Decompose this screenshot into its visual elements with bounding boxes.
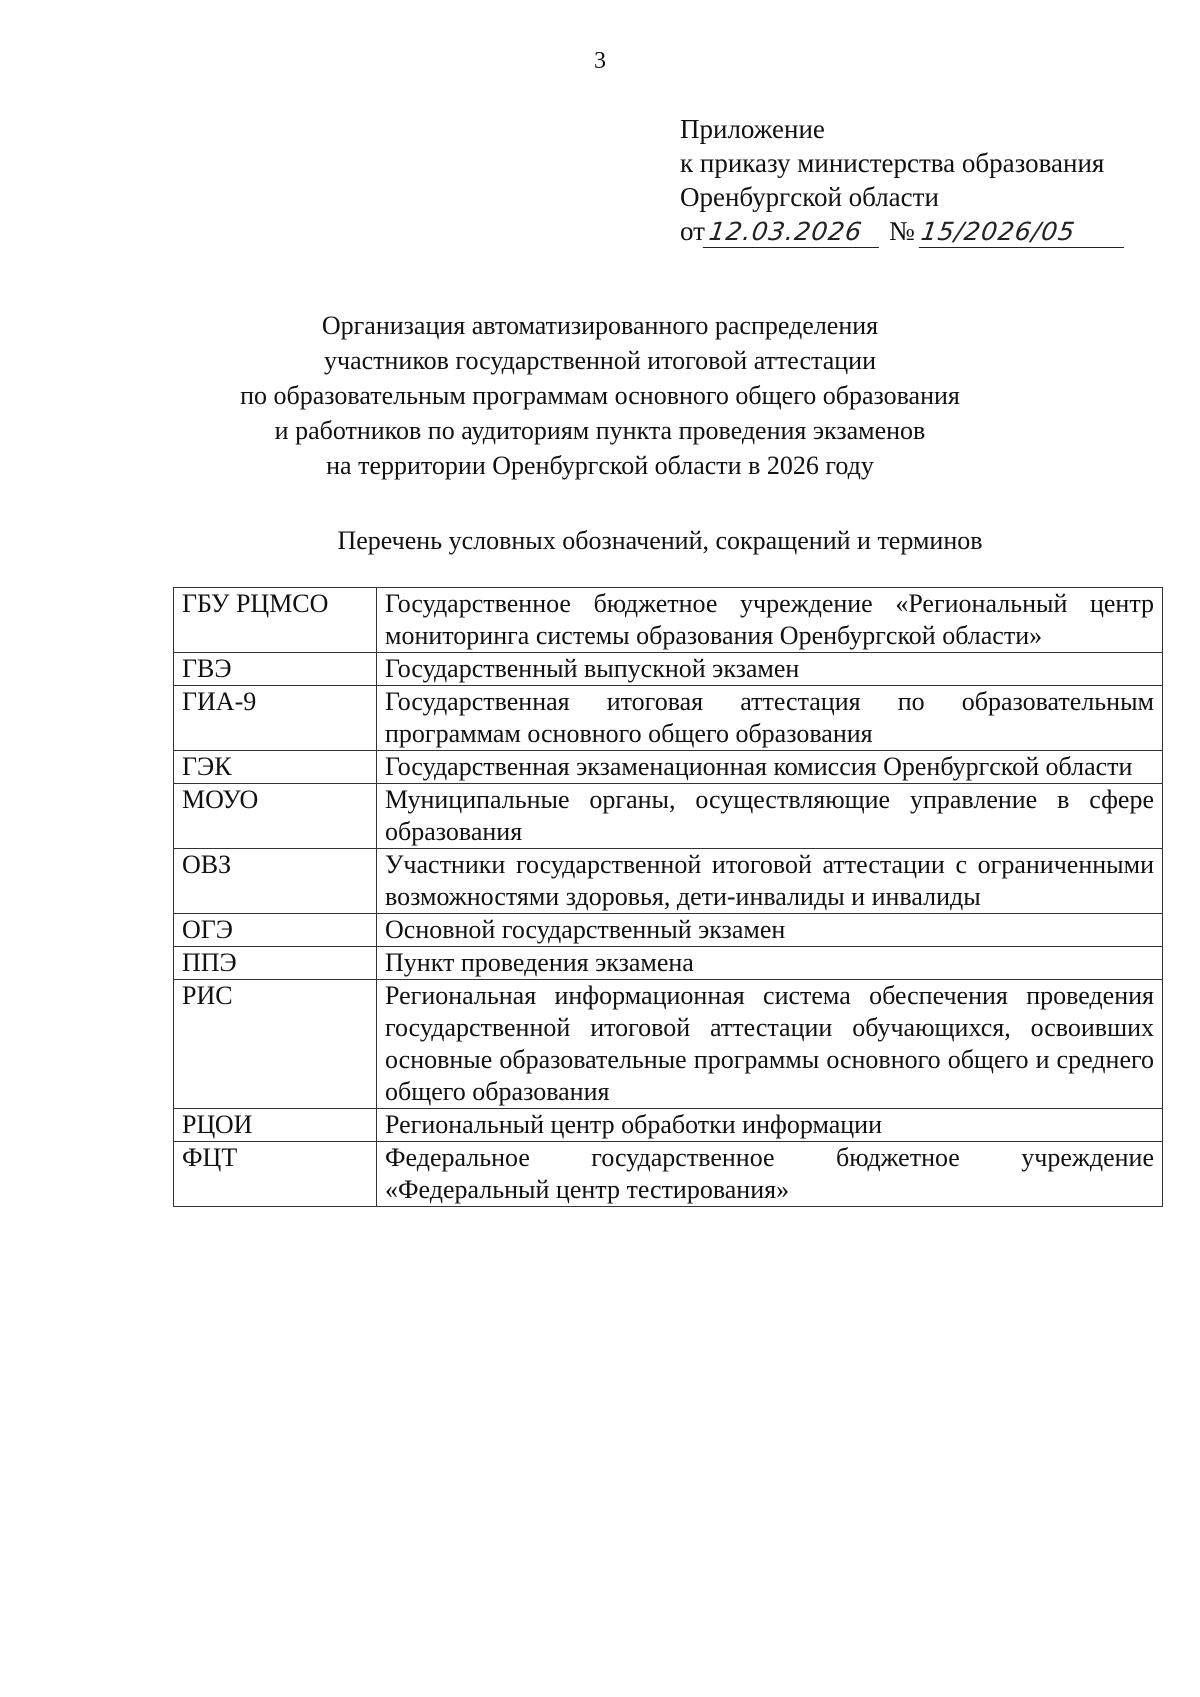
page-number: 3 bbox=[594, 48, 606, 74]
title-line-5: на территории Оренбургской области в 2026 году bbox=[326, 451, 874, 480]
title-line-1: Организация автоматизированного распределения bbox=[321, 311, 879, 340]
term-abbreviation: ОВЗ bbox=[174, 849, 377, 914]
term-abbreviation: МОУО bbox=[174, 784, 377, 849]
table-row bbox=[174, 686, 1163, 751]
handwritten-number: 15/2026/05 bbox=[919, 217, 1128, 248]
table-row bbox=[174, 653, 1163, 686]
term-definition: Государственная экзаменационная комиссия Оренбургской области bbox=[377, 751, 1163, 784]
term-abbreviation: ГБУ РЦМСО bbox=[174, 588, 377, 653]
term-abbreviation: ГВЭ bbox=[174, 653, 377, 686]
term-definition: Государственный выпускной экзамен bbox=[377, 653, 1163, 686]
term-abbreviation: ППЭ bbox=[174, 947, 377, 980]
order-date-number bbox=[680, 214, 1126, 248]
table-row bbox=[174, 751, 1163, 784]
table-row bbox=[174, 914, 1163, 947]
table-row bbox=[174, 588, 1163, 653]
term-definition: Федеральное государственное бюджетное учреждение «Федеральный центр тестирования» bbox=[377, 1142, 1163, 1207]
table-row bbox=[174, 1109, 1163, 1142]
term-definition: Региональная информационная система обеспечения проведения государственной итоговой аттестации обучающихся, освоивших основные образовательные программы основного общего и среднего общего образования bbox=[377, 980, 1163, 1109]
date-prefix: от bbox=[680, 216, 705, 246]
terms-heading: Перечень условных обозначений, сокращений и терминов bbox=[337, 526, 983, 555]
title-line-4: и работников по аудиториям пункта проведения экзаменов bbox=[274, 416, 926, 445]
terms-heading-wrap bbox=[0, 526, 1200, 556]
term-abbreviation: ОГЭ bbox=[174, 914, 377, 947]
term-definition: Региональный центр обработки информации bbox=[377, 1109, 1163, 1142]
title-line-3: по образовательным программам основного общего образования bbox=[240, 381, 960, 410]
term-definition: Муниципальные органы, осуществляющие управление в сфере образования bbox=[377, 784, 1163, 849]
table-row bbox=[174, 849, 1163, 914]
appendix-block bbox=[680, 112, 1126, 248]
document-title bbox=[0, 308, 1200, 483]
term-definition: Основной государственный экзамен bbox=[377, 914, 1163, 947]
term-abbreviation: ФЦТ bbox=[174, 1142, 377, 1207]
title-line-2: участников государственной итоговой аттестации bbox=[324, 346, 876, 375]
term-definition: Пункт проведения экзамена bbox=[377, 947, 1163, 980]
handwritten-date: 12.03.2026 bbox=[703, 217, 883, 248]
term-definition: Государственная итоговая аттестация по образовательным программам основного общего образования bbox=[377, 686, 1163, 751]
table-row bbox=[174, 1142, 1163, 1207]
term-abbreviation: ГЭК bbox=[174, 751, 377, 784]
table-row bbox=[174, 980, 1163, 1109]
table-row bbox=[174, 947, 1163, 980]
appendix-region: Оренбургской области bbox=[680, 182, 939, 212]
term-abbreviation: РЦОИ bbox=[174, 1109, 377, 1142]
number-label: № bbox=[888, 216, 915, 246]
term-definition: Государственное бюджетное учреждение «Региональный центр мониторинга системы образования Оренбургской области» bbox=[377, 588, 1163, 653]
term-abbreviation: ГИА-9 bbox=[174, 686, 377, 751]
table-row bbox=[174, 784, 1163, 849]
appendix-order-ref: к приказу министерства образования bbox=[680, 148, 1105, 178]
term-abbreviation: РИС bbox=[174, 980, 377, 1109]
terms-table bbox=[173, 587, 1163, 1207]
terms-table-body bbox=[174, 588, 1163, 1207]
appendix-label: Приложение bbox=[680, 114, 825, 144]
term-definition: Участники государственной итоговой аттестации с ограниченными возможностями здоровья, дети-инвалиды и инвалиды bbox=[377, 849, 1163, 914]
